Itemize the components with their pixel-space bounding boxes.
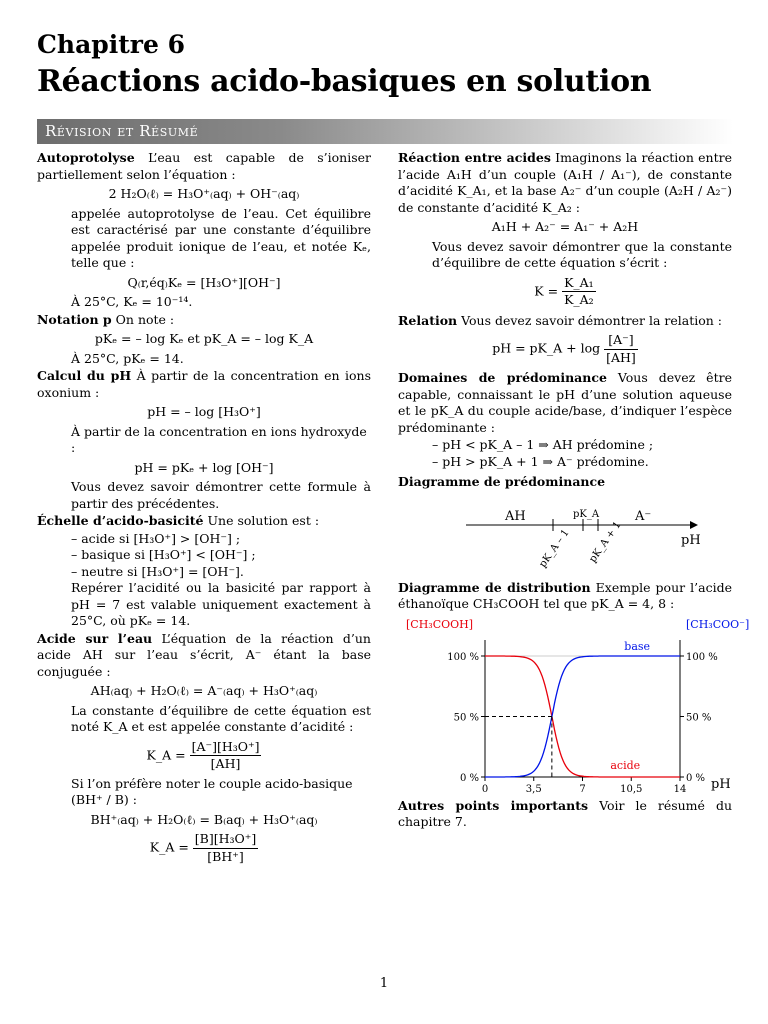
list-item: – basique si [H₃O⁺] < [OH⁻] ; <box>71 547 371 564</box>
acide-eau-equation: AH₍aq₎ + H₂O₍ℓ₎ = A⁻₍aq₎ + H₃O⁺₍aq₎ <box>90 683 318 698</box>
relation-fraction <box>604 332 638 366</box>
relation-formula <box>398 332 732 366</box>
autoprotolyse-text2: appelée autoprotolyse de l’eau. Cet équilibre est caractérisé par une constante d’équilibre appelée produit ionique de l’eau, et notée Kₑ, telle que : <box>71 205 371 270</box>
calcul-ph-text2: À partir de la concentration en ions hydroxyde : <box>71 423 367 455</box>
chapter-title: Réactions acido-basiques en solution <box>37 64 652 99</box>
y-tick-label-right: 50 % <box>686 712 712 723</box>
autoprotolyse-entry <box>37 150 371 183</box>
autoprotolyse-equation: 2 H₂O₍ℓ₎ = H₃O⁺₍aq₎ + OH⁻₍aq₎ <box>108 186 300 201</box>
axis-arrow-icon <box>690 521 698 529</box>
echelle-entry <box>37 513 371 530</box>
chart-plot-area <box>447 640 718 795</box>
predominance-diagram <box>398 492 732 580</box>
echelle-term: Échelle d’acido-basicité <box>37 513 204 528</box>
ka-label: K_A = <box>146 747 186 762</box>
acide-eau-text2: La constante d’équilibre de cette équation est noté K_A et est appelée constante d’acidité : <box>71 702 371 734</box>
relation-numerator: [A⁻] <box>604 332 638 350</box>
k-label: K = <box>534 283 559 298</box>
distribution-entry <box>398 580 732 613</box>
echelle-text: Une solution est : <box>207 513 320 528</box>
x-tick-label: 3,5 <box>525 783 542 795</box>
calcul-ph-term: Calcul du pH <box>37 368 132 383</box>
x-tick-label: 10,5 <box>620 783 643 795</box>
x-tick-label: 14 <box>673 783 687 795</box>
ionic-product-equation: Q₍r,éq₎Kₑ = [H₃O⁺][OH⁻] <box>127 274 281 290</box>
y-tick-label-left: 0 % <box>459 772 479 784</box>
pred-pka-label: pK_A <box>573 508 600 520</box>
ph-equation-1: pH = – log [H₃O⁺] <box>147 404 261 419</box>
ka-denominator: [AH] <box>210 756 241 771</box>
pke-value: À 25°C, pKₑ = 14. <box>71 350 184 366</box>
k-numerator: K_A₁ <box>562 275 596 293</box>
x-tick-label: 0 <box>481 783 489 795</box>
k-formula <box>398 275 732 309</box>
ka-formula <box>37 739 371 773</box>
pred-a-label: A⁻ <box>635 508 652 524</box>
ka-numerator-2: [B][H₃O⁺] <box>193 831 258 849</box>
reaction-text: Imaginons la réaction entre l’acide A₁H d’un couple (A₁H / A₁⁻), de constante d’acidité K_A₁, et la base A₂⁻ d’un couple (A₂H / A₂⁻) de constante d’acidité K_A₂ : <box>398 150 732 215</box>
acid-label: acide <box>610 758 641 772</box>
notation-p-text: On note : <box>115 311 175 327</box>
predominance-term: Diagramme de prédominance <box>398 474 606 489</box>
ka-fraction-2 <box>193 831 258 865</box>
y-tick-label-left: 50 % <box>453 712 479 723</box>
ph-equation-2: pH = pKₑ + log [OH⁻] <box>134 459 274 475</box>
ke-value: À 25°C, Kₑ = 10⁻¹⁴. <box>71 294 193 309</box>
relation-eq: pH = pK_A + log <box>492 340 601 356</box>
right-column <box>398 150 750 832</box>
chapter-number: Chapitre 6 <box>37 30 185 59</box>
echelle-text2: Repérer l’acidité ou la basicité par rapport à pH = 7 est valable uniquement exactement à 25°C, où pKₑ = 14. <box>71 580 371 628</box>
autres-text: Voir le résumé du chapitre 7. <box>398 797 732 829</box>
relation-entry <box>398 313 732 330</box>
relation-term: Relation <box>398 312 458 328</box>
list-item: – pH > pK_A + 1 ⇒ A⁻ prédomine. <box>432 454 732 471</box>
list-item: – pH < pK_A – 1 ⇒ AH prédomine ; <box>432 437 732 454</box>
acide-eau-text3: Si l’on préfère noter le couple acido-basique (BH⁺ / B) : <box>71 775 353 807</box>
k-denominator: K_A₂ <box>564 292 594 307</box>
echelle-list <box>37 531 371 581</box>
calcul-ph-text3: Vous devez savoir démontrer cette formule à partir des précédentes. <box>71 479 371 511</box>
pred-ph-label: pH <box>681 532 701 548</box>
notation-p-equation: pKₑ = – log Kₑ et pK_A = – log K_A <box>94 331 314 346</box>
ka-formula-2 <box>37 831 371 865</box>
calcul-ph-text1: À partir de la concentration en ions oxonium : <box>37 368 371 400</box>
predominance-heading <box>398 474 732 491</box>
acide-eau-entry <box>37 631 371 681</box>
reaction-equation: A₁H + A₂⁻ = A₁⁻ + A₂H <box>491 219 639 234</box>
autres-term: Autres points importants <box>398 797 589 813</box>
acide-eau-text1: L’équation de la réaction d’un acide AH sur l’eau s’écrit, A⁻ étant la base conjuguée : <box>37 630 371 679</box>
y-tick-label-right: 0 % <box>686 772 706 784</box>
chart-left-label: [CH₃COOH] <box>406 617 474 631</box>
pred-tick-plus-label: pK_A + 1 <box>587 519 624 565</box>
reaction-text2: Vous devez savoir démontrer que la constante d’équilibre de cette équation s’écrit : <box>432 238 732 270</box>
ka-label-2: K_A = <box>149 839 189 855</box>
autres-entry <box>398 798 732 831</box>
autoprotolyse-text: L’eau est capable de s’ioniser partiellement selon l’équation : <box>37 150 371 182</box>
distribution-term: Diagramme de distribution <box>398 579 591 595</box>
acide-eau-term: Acide sur l’eau <box>37 630 153 646</box>
section-banner: Révision et Résumé <box>37 119 733 144</box>
ka-denominator-2: [BH⁺] <box>207 848 244 864</box>
notation-p-term: Notation p <box>37 311 112 327</box>
pred-tick-minus-label: pK_A – 1 <box>537 527 572 570</box>
calcul-ph-entry <box>37 368 371 401</box>
page-number: 1 <box>379 976 389 991</box>
relation-denominator: [AH] <box>606 349 636 365</box>
y-tick-label-right: 100 % <box>686 651 718 663</box>
chart-right-label: [CH₃COO⁻] <box>686 617 750 631</box>
pred-ah-label: AH <box>505 508 526 524</box>
x-tick-label: 7 <box>579 783 586 795</box>
list-item: – acide si [H₃O⁺] > [OH⁻] ; <box>71 531 371 548</box>
k-fraction <box>562 275 596 309</box>
left-column <box>37 150 371 868</box>
list-item: – neutre si [H₃O⁺] = [OH⁻]. <box>71 564 371 581</box>
domaines-list <box>398 437 732 470</box>
bh-equation: BH⁺₍aq₎ + H₂O₍ℓ₎ = B₍aq₎ + H₃O⁺₍aq₎ <box>90 811 318 827</box>
ka-numerator: [A⁻][H₃O⁺] <box>190 739 262 757</box>
distribution-text: Exemple pour l’acide éthanoïque CH₃COOH tel que pK_A = 4, 8 : <box>398 579 732 611</box>
reaction-entry <box>398 150 732 216</box>
domaines-text: Vous devez être capable, connaissant le pH d’une solution aqueuse et le pK_A du couple acide/base, d’indiquer l’espèce prédominante : <box>398 370 732 435</box>
domaines-term: Domaines de prédominance <box>398 370 607 385</box>
chart-x-label: pH <box>711 776 731 792</box>
notation-p-entry <box>37 312 371 329</box>
reaction-term: Réaction entre acides <box>398 150 551 165</box>
domaines-entry <box>398 370 732 436</box>
base-label: base <box>624 639 651 653</box>
y-tick-label-left: 100 % <box>447 651 479 663</box>
relation-text: Vous devez savoir démontrer la relation : <box>461 312 722 328</box>
distribution-chart <box>398 614 750 798</box>
ka-fraction <box>190 739 262 773</box>
autoprotolyse-term: Autoprotolyse <box>37 150 135 165</box>
